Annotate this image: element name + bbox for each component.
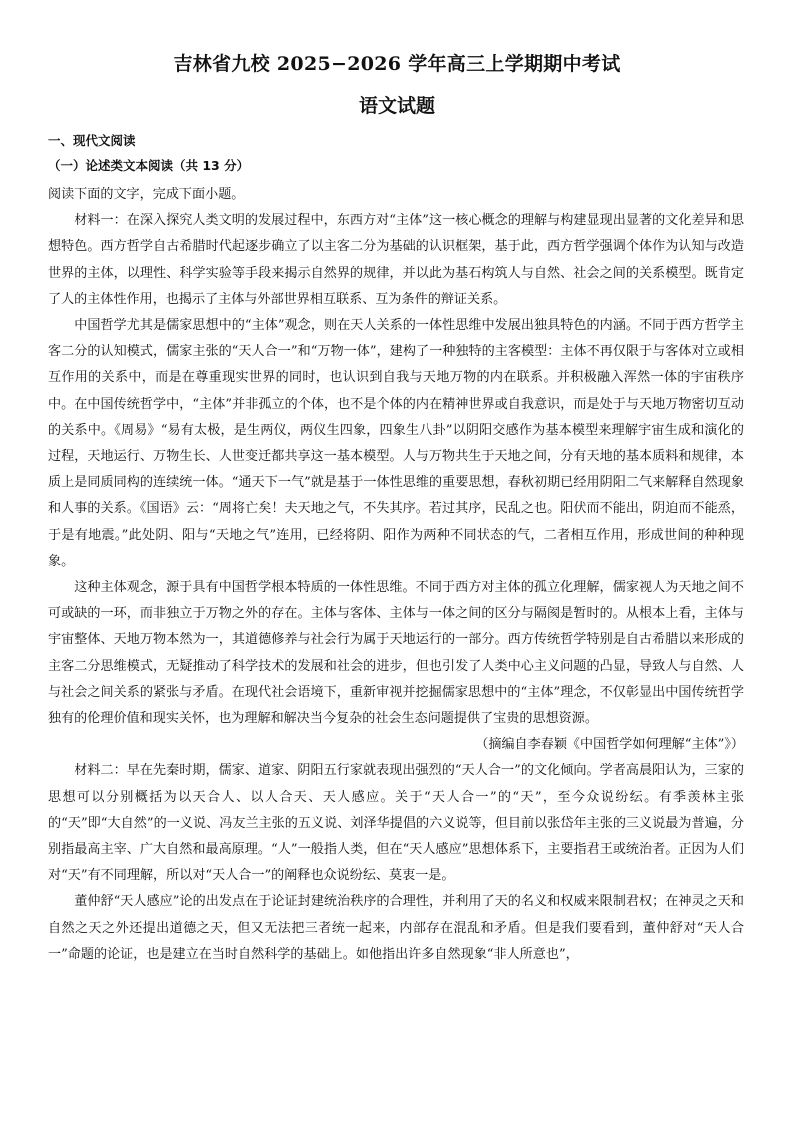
paragraph: 董仲舒“天人感应”论的出发点在于论证封建统治秩序的合理性，并利用了天的名义和权威来限制君权；在神灵之天和自然之天之外还提出道德之天，但又无法把三者统一起来，内部存在混乱和矛盾。但是我们要看到，董仲舒对“天人合一”命题的论证，也是建立在当时自然科学的基础上。如他指出许多自然现象“非人所意也”， [48,894,744,962]
paragraph: 这种主体观念，源于具有中国哲学根本特质的一体性思维。不同于西方对主体的孤立化理解，儒家视人为天地之间不可或缺的一环，而非独立于万物之外的存在。主体与客体、主体与一体之间的区分与隔阂是暂时的。从根本上看，主体与宇宙整体、天地万物本然为一，其道德修养与社会行为属于天地运行的一部分。西方传统哲学特别是自古希腊以来形成的主客二分思维模式，无疑推动了科学技术的发展和社会的进步，但也引发了人类中心主义问题的凸显，导致人与自然、人与社会之间关系的紧张与矛盾。在现代社会语境下，重新审视并挖掘儒家思想中的“主体”理念，不仅彰显出中国传统哲学独有的伦理价值和现实关怀，也为理解和解决当今复杂的社会生态问题提供了宝贵的思想资源。 [48,580,744,727]
exam-subtitle: 语文试题 [358,95,435,117]
source-citation: （摘编自李春颖《中国哲学如何理解“主体”》） [475,737,744,753]
paragraph: 中国哲学尤其是儒家思想中的“主体”观念，则在天人关系的一体性思维中发展出独具特色的内涵。不同于西方哲学主客二分的认知模式，儒家主张的“天人合一”和“万物一体”，建构了一种独特的主客模型：主体不再仅限于与客体对立或相互作用的关系中，而是在尊重现实世界的同时，也认识到自我与天地万物的内在联系。并积极融入浑然一体的宇宙秩序中。在中国传统哲学中，“主体”并非孤立的个体，也不是个体的内在精神世界或自我意识，而是处于与天地万物密切互动的关系中。《周易》“易有太极，是生两仪，两仪生四象，四象生八卦”以阴阳交感作为基本模型来理解宇宙生成和演化的过程，天地运行、万物生长、人世变迁都共享这一基本模型。人与万物共生于天地之间，分有天地的基本质料和规律，本质上是同质同构的连续统一体。“通天下一气”就是基于一体性思维的重要思想，春秋初期已经用阴阳二气来解释自然现象和人事的关系。《国语》云：“周将亡矣！夫天地之气，不失其序。若过其序，民乱之也。阳伏而不能出，阴迫而不能烝，于是有地震。”此处阴、阳与“天地之气”连用，已经将阴、阳作为两种不同状态的气，二者相互作用，形成世间的种种现象。 [48,318,744,569]
section-heading: 一、现代文阅读 [48,133,136,148]
subsection-heading: （一）论述类文本阅读（共 13 分） [48,158,250,173]
paragraph-material-two: 材料二：早在先秦时期，儒家、道家、阴阳五行家就表现出强烈的“天人合一”的文化倾向。学者高晨阳认为，三家的思想可以分别概括为以天合人、以人合天、天人感应。关于“天人合一”的“天”，至今众说纷纭。有季羡林主张的“天”即“大自然”的一义说、冯友兰主张的五义说、刘泽华提倡的六义说等，但目前以张岱年主张的三义说最为普遍，分别指最高主宰、广大自然和最高原理。“人”一般指人类，但在“天人感应”思想体系下，主要指君王或统治者。正因为人们对“天”有不同理解，所以对“天人合一”的阐释也众说纷纭、莫衷一是。 [48,763,744,884]
instruction-text: 阅读下面的文字，完成下面小题。 [48,187,245,202]
paragraph-material-one: 材料一：在深入探究人类文明的发展过程中，东西方对“主体”这一核心概念的理解与构建显现出显著的文化差异和思想特色。西方哲学自古希腊时代起逐步确立了以主客二分为基础的认识框架，基于此，西方哲学强调个体作为认知与改造世界的主体，以理性、科学实验等手段来揭示自然界的规律，并以此为基石构筑人与自然、社会之间的关系模型。既肯定了人的主体性作用，也揭示了主体与外部世界相互联系、互为条件的辩证关系。 [48,213,744,307]
reading-passage [48,182,744,968]
exam-title: 吉林省九校 2025−2026 学年高三上学期期中考试 [173,53,621,75]
